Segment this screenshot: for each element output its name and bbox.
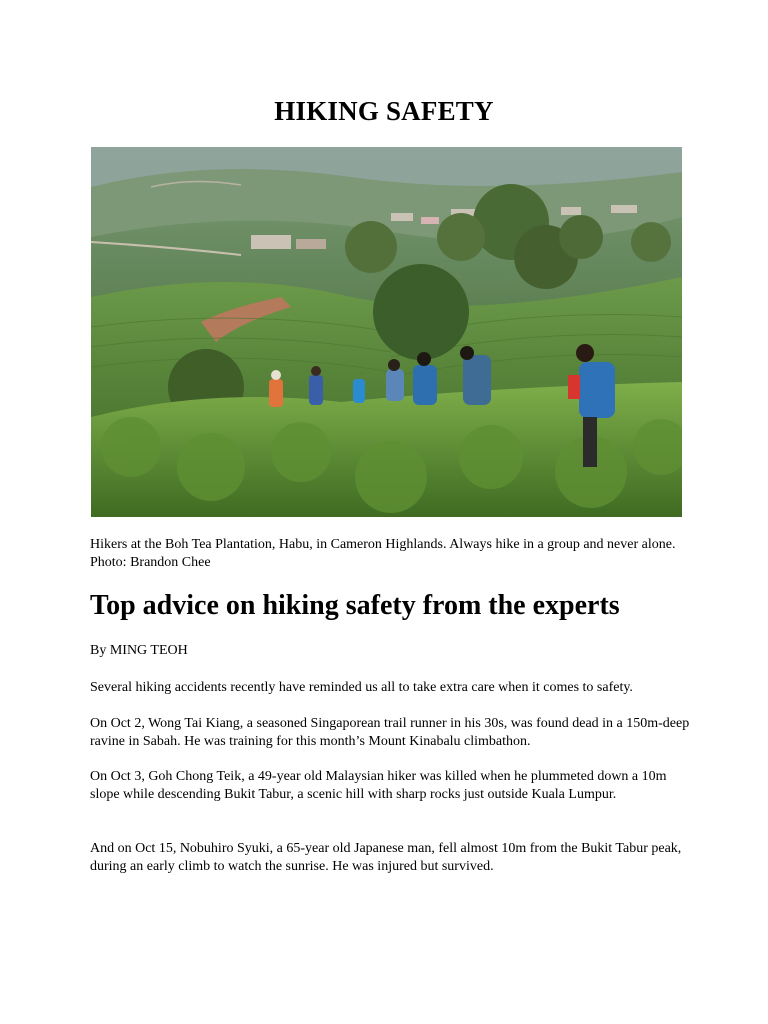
article-headline: Top advice on hiking safety from the experts xyxy=(90,590,620,621)
article-paragraph-3: On Oct 3, Goh Chong Teik, a 49-year old Malaysian hiker was killed when he plummeted down a 10m slope while descending Bukit Tabur, a scenic hill with sharp rocks just outside Kuala Lumpur. xyxy=(90,769,667,802)
article-paragraph-4: And on Oct 15, Nobuhiro Syuki, a 65-year old Japanese man, fell almost 10m from the Bukit Tabur peak, during an early climb to watch the sunrise. He was injured but survived. xyxy=(90,841,682,874)
document-title: HIKING SAFETY xyxy=(274,96,494,126)
article-paragraph-1: Several hiking accidents recently have reminded us all to take extra care when it comes to safety. xyxy=(90,680,633,695)
article-byline: By MING TEOH xyxy=(90,643,188,658)
hikers-tea-plantation-photo xyxy=(91,147,682,517)
article-paragraph-2: On Oct 2, Wong Tai Kiang, a seasoned Singaporean trail runner in his 30s, was found dead in a 150m-deep ravine in Sabah. He was training for this month’s Mount Kinabalu climbathon. xyxy=(90,716,690,749)
photo-caption: Hikers at the Boh Tea Plantation, Habu, in Cameron Highlands. Always hike in a group and never alone. Photo: Brandon Chee xyxy=(90,537,676,570)
